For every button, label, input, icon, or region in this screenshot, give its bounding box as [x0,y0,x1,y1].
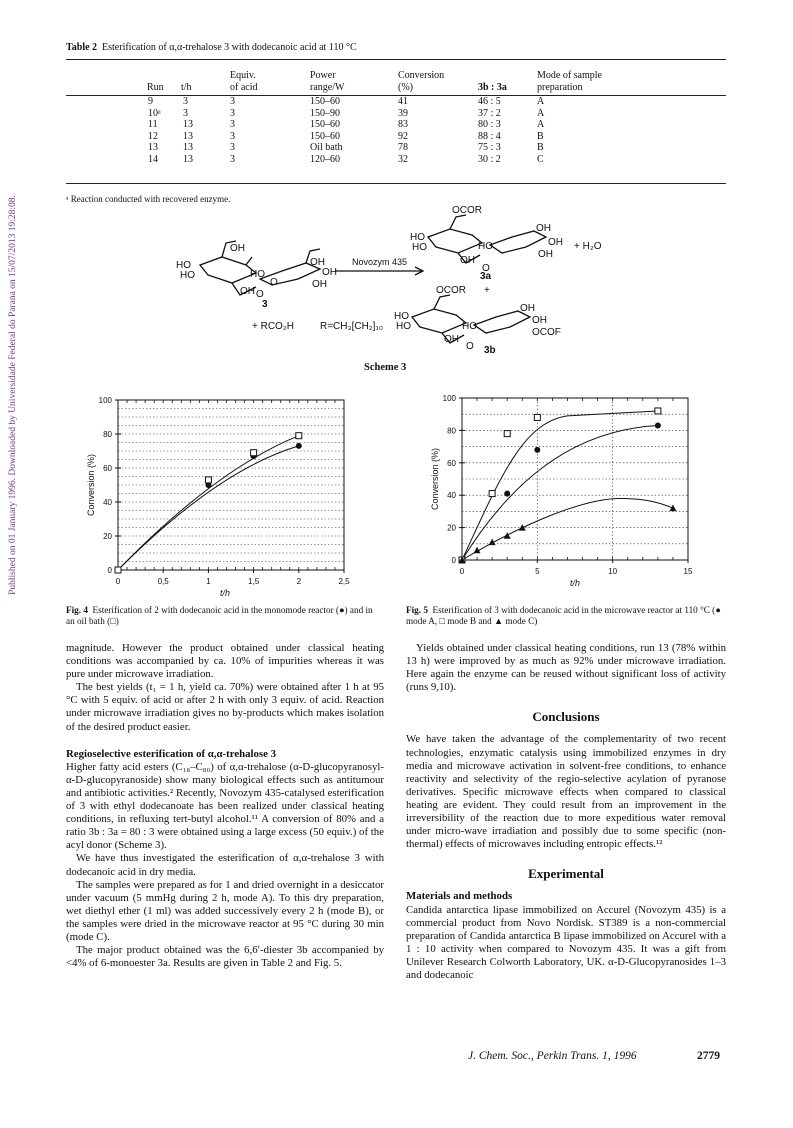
figure-4-caption [66,605,382,627]
th-power: Power [310,70,336,81]
table-cell: 3 [230,96,235,107]
table-2 [60,70,602,165]
th-equiv: Equiv. [230,70,256,81]
table-label: Table 2 [66,42,98,53]
table-cell: 12 [148,130,158,142]
th-percent: (%) [398,81,413,93]
table-footnote: ᵃ Reaction conducted with recovered enzyme. [66,194,231,204]
atom-oh-3b3: OH [532,315,547,326]
table-cell: 13 [183,153,193,165]
y-tick-label: 20 [103,532,112,541]
right-column [406,642,726,982]
right-para-3: Candida antarctica lipase immobilized on Accurel (Novozym 435) is a commercial product from Novo Nordisk. ST389 is a non-commercial preparation of Candida antarctica B lipase immobilized on Accurel with a 1 : 10 activity when compared to Novozym 435. It was a gift from Unilever Research Colworth Laboratory, UK. α-D-Glucopyranosides 1–3 and dodecanoic [406,903,726,981]
table-caption-text: Esterification of α,α-trehalose 3 with dodecanoic acid at 110 °C [102,42,357,53]
x-tick-label: 0 [115,577,121,586]
y-tick-label: 60 [447,458,456,468]
left-para-1: magnitude. However the product obtained under classical heating conditions was accompanied by ca. 10% of impurities whereas it was pure under microwave irradiation. [66,642,384,681]
th-conversion: Conversion [398,70,445,81]
atom-oh-3a2: OH [536,223,551,234]
atom-ho-3b2: HO [396,321,411,332]
atom-ho-3a: HO [176,260,191,271]
y-tick-label: 60 [103,464,112,473]
arrow-label: Novozym 435 [352,257,408,267]
heading-materials: Materials and methods [406,890,513,903]
data-point-square [655,408,661,414]
data-point-circle [655,423,661,429]
table-cell: A [537,107,545,119]
atom-oh-3a: OH [230,243,245,254]
atom-oh-3a1: OH [460,255,475,266]
scheme-3-diagram [160,205,640,380]
atom-ho-3a1: HO [410,232,425,243]
atom-o-3b1: O [466,341,474,352]
table-cell: 92 [398,130,408,142]
plus-sign: + [484,285,490,296]
y-tick-label: 0 [107,566,112,575]
figure-4-label: Fig. 4 [66,605,88,615]
th-ratio: 3b : 3a [478,81,507,93]
data-point-square [251,450,257,456]
atom-oh-3b2: OH [520,303,535,314]
table-cell: 37 : 2 [478,107,501,119]
table-cell: 39 [398,107,408,119]
x-tick-label: 15 [683,567,693,576]
left-para-4: We have thus investigated the esterification of α,α-trehalose 3 with dodecanoic acid in dry media. [66,852,384,878]
data-point-square [205,477,211,483]
r-definition: R=CH₃[CH₂]₁₀ [320,321,383,332]
th-acid: of acid [230,81,258,93]
table-cell: 13 [183,130,193,142]
reagent-label: + RCO₂H [252,321,294,332]
left-column [66,642,384,970]
x-tick-label: 0 [459,567,465,576]
table-cell: 13 [148,142,158,153]
compound-3-label: 3 [262,299,268,310]
y-tick-label: 100 [98,396,112,405]
table-cell: 13 [183,119,193,130]
table-cell: 41 [398,96,408,107]
atom-oh-3b1: OH [444,334,459,345]
x-tick-label: 0,5 [157,577,169,586]
atom-oh-3a3: OH [548,237,563,248]
table-row [60,108,602,120]
atom-oh-3b: OH [240,286,255,297]
atom-ho-3a2: HO [412,242,427,253]
table-cell: 9 [148,96,153,107]
y-tick-label: 0 [451,556,456,565]
table-cell: Oil bath [310,142,343,153]
data-point-triangle [519,524,526,531]
table-cell: 10ᵃ [148,107,161,119]
table-cell: 46 : 5 [478,96,501,107]
scheme-label: Scheme 3 [364,362,407,373]
table-cell: 78 [398,142,408,153]
figure-5-caption [406,605,726,627]
table-cell: 3 [183,96,188,107]
data-point-circle [504,491,510,497]
x-tick-label: 5 [535,567,540,576]
left-para-6: The major product obtained was the 6,6′-diester 3b accompanied by <4% of 6-monoester 3a. Results are given in Table 2 and Fig. 5. [66,944,384,970]
table-cell: 3 [230,119,235,130]
table-cell: A [537,119,545,130]
table-cell: 3 [230,153,235,165]
atom-ho-3c: HO [250,269,265,280]
table-mid-rule [66,95,726,96]
th-mode: Mode of sample [537,70,602,81]
atom-ho-3a3: HO [478,241,493,252]
table-cell: B [537,130,544,142]
table-row [60,131,602,143]
y-tick-label: 40 [447,491,456,501]
th-time: t/h [181,81,192,93]
table-cell: 75 : 3 [478,142,501,153]
left-para-3: Higher fatty acid esters (C₁₈–C₈₀) of α,α-trehalose (α-D-glucopyranosyl-α-D-glucopyranoside) show many biological effects such as antitumour and antibiotic activities.² Recently, Novozym 435-catalysed esterification of 3 with ethyl dodecanoate has been realized under classical heating conditions, in refluxing tert-butyl alcohol.¹¹ A conversion of 80% and a ratio 3b : 3a = 80 : 3 were obtained using a large excess (50 equiv.) of the acyl donor (Scheme 3). [66,760,384,852]
heading-conclusions: Conclusions [532,709,600,725]
table-row [60,119,602,131]
data-point-square [489,491,495,497]
figure-5-label: Fig. 5 [406,605,428,615]
atom-o-3b: O [256,289,264,300]
table-row [60,142,602,154]
table-header-row-1 [60,70,602,82]
table-cell: 3 [183,107,188,119]
table-cell: 83 [398,119,408,130]
table-caption [66,42,357,53]
table-row [60,154,602,166]
water-label: + H₂O [574,241,602,252]
table-cell: 80 : 3 [478,119,501,130]
table-bottom-rule [66,183,726,184]
atom-oh-3a4: OH [538,249,553,260]
table-cell: 3 [230,142,235,153]
atom-ocor-3a: OCOR [452,205,482,216]
footer-journal: J. Chem. Soc., Perkin Trans. 1, 1996 [468,1050,637,1062]
atom-oh-3c: OH [310,257,325,268]
y-axis-label: Conversion (%) [86,453,96,517]
ring-3b-left [412,309,466,333]
series-curve [462,411,658,560]
x-tick-label: 1 [206,577,211,586]
ring-3b-right [474,311,530,333]
table-cell: 150–60 [310,130,340,142]
figure-4-caption-text: Esterification of 2 with dodecanoic acid in the monomode reactor (●) and in an oil bath (□) [66,605,373,626]
y-axis-label: Conversion (%) [430,447,440,511]
figure-5-chart [418,390,718,595]
table-cell: 88 : 4 [478,130,501,142]
table-cell: 150–90 [310,107,340,119]
x-tick-label: 10 [608,567,618,576]
y-tick-label: 40 [103,498,112,507]
table-cell: 14 [148,153,158,165]
compound-3a-label: 3a [480,271,492,282]
compound-3b-label: 3b [484,345,496,356]
y-tick-label: 20 [447,523,456,533]
table-cell: C [537,153,544,165]
atom-ho-3b3: HO [462,321,477,332]
th-range: range/W [310,81,345,93]
ring-3-left [200,257,256,283]
table-cell: 13 [183,142,193,153]
footer-page-number: 2779 [697,1050,720,1062]
data-point-square [534,414,540,420]
data-point-circle [296,443,302,449]
th-preparation: preparation [537,81,583,93]
data-point-triangle [669,505,676,512]
series-curve [462,498,673,560]
table-cell: 11 [148,119,158,130]
table-cell: 120–60 [310,153,340,165]
table-header-row-2 [60,82,602,94]
atom-oh-3e: OH [312,279,327,290]
data-point-square [296,433,302,439]
x-tick-label: 1,5 [248,577,260,586]
table-cell: 30 : 2 [478,153,501,165]
series-curve [118,446,299,570]
y-tick-label: 80 [447,426,456,436]
side-download-note: Published on 01 January 1996. Downloaded by Universidade Federal do Parana on 15/07/2013 19:28:08. [8,195,18,595]
heading-experimental: Experimental [528,866,604,882]
data-point-circle [534,447,540,453]
table-cell: 3 [230,107,235,119]
atom-o-3a: O [270,277,278,288]
data-point-square [504,431,510,437]
th-run: Run [147,81,164,93]
left-para-2: The best yields (t₁ = 1 h, yield ca. 70%) were obtained after 1 h at 95 °C with 5 equiv. of acid or after 2 h with only 3 equiv. of acid. Reaction under microwave irradiation gives no by-products which makes isolation of the desired product easier. [66,681,384,733]
atom-ocof-3b: OCOF [532,327,561,338]
section-heading-trehalose: Regioselective esterification of α,α-trehalose 3 [66,747,277,760]
y-tick-label: 80 [103,430,112,439]
ring-3a-left [428,229,482,253]
data-point-square [115,567,121,573]
atom-oh-3d: OH [322,267,337,278]
y-tick-label: 100 [442,394,456,403]
atom-ho-3b: HO [180,270,195,281]
figure-4-chart [66,390,366,605]
figure-5-caption-text: Esterification of 3 with dodecanoic acid in the microwave reactor at 110 °C (● mode A, □ mode B and ▲ mode C) [406,605,721,626]
atom-o-3a1: O [482,263,490,274]
x-axis-label: t/h [569,578,581,588]
x-tick-label: 2 [296,577,302,586]
atom-ocor-3b: OCOR [436,285,466,296]
data-point-triangle [504,532,511,539]
right-para-2: We have taken the advantage of the complementarity of two recent technologies, enzymatic catalysis using immobilized enzymes in dry media and microwave activation in solvent-free conditions, to enhance reactivity and selectivity of the regio-selective acylation of pyranose derivatives. Specific microwave effects when compared to classical heating are evident. They could result from an improvement in the irreversibility of the reaction due to more expeditious water removal under micro-wave irradiation and possibly due to some specific (non-thermal) effects of microwaves including entropic effects.¹² [406,733,726,851]
table-cell: A [537,96,545,107]
table-cell: B [537,142,544,153]
table-cell: 3 [230,130,235,142]
atom-ho-3b1: HO [394,311,409,322]
table-top-rule [66,59,726,60]
table-cell: 32 [398,153,408,165]
table-cell: 150–60 [310,119,340,130]
x-axis-label: t/h [219,588,231,598]
right-para-1: Yields obtained under classical heating conditions, run 13 (78% within 13 h) were improved by as much as 92% under microwave irradiation. Here again the enzyme can be reused without significant loss of activity (runs 9,10). [406,642,726,694]
table-cell: 150–60 [310,96,340,107]
x-tick-label: 2,5 [338,577,350,586]
left-para-5: The samples were prepared as for 1 and dried overnight in a desiccator under vacuum (5 mmHg during 2 h, mode A). To this dry preparation, wet diethyl ether (1 ml) was added successively every 2 h (mode B), or the samples were dried in the microwave reactor at 95 °C during 30 min (mode C). [66,878,384,943]
